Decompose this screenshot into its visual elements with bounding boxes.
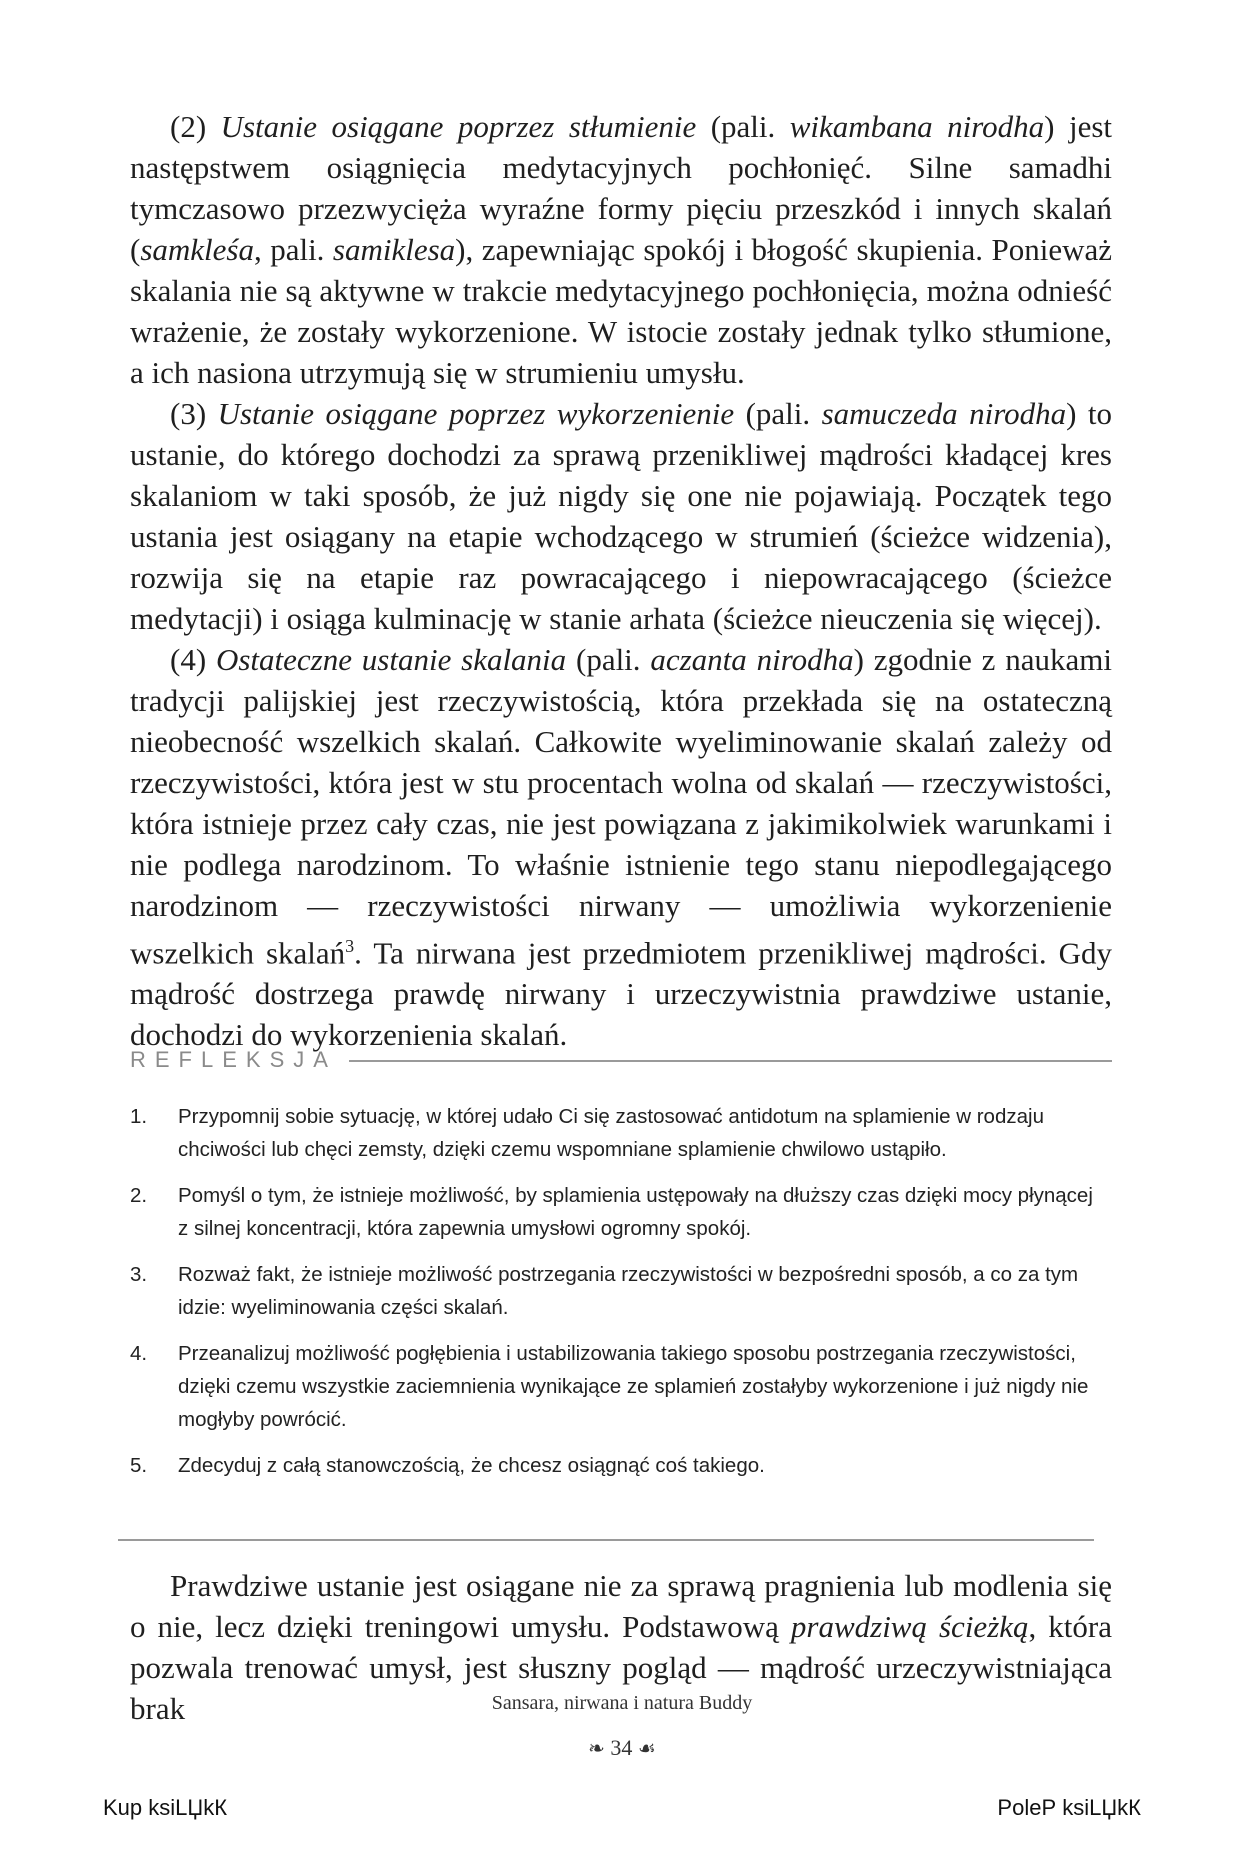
term: Ostateczne ustanie skalania: [215, 642, 567, 677]
footnote-marker: 3: [345, 936, 355, 956]
main-text: [130, 106, 1112, 1055]
buy-book-link[interactable]: Kup ksiLЏkК: [103, 1795, 228, 1820]
ornament-left-icon: ❧: [588, 1738, 605, 1760]
list-item: 1. Przypomnij sobie sytuację, w której udało Ci się zastosować antidotum na splamienie w rodzaju chciwości lub chęci zemsty, dzięki czemu wspomniane splamienie chwilowo ustąpiło.: [130, 1105, 1044, 1161]
paragraph-5: Prawdziwe ustanie jest osiągane nie za sprawą pragnienia lub modlenia się o nie, lecz dzięki treningowi umysłu. Podstawową prawdziwą ścieżką, która pozwala trenować umysł, jest słuszny pogląd — mądrość urzeczywistniająca brak: [130, 1568, 1112, 1726]
term: prawdziwą ścieżką: [790, 1609, 1029, 1644]
pali-term: wikambana nirodha: [789, 109, 1045, 144]
page-number: 34: [610, 1735, 633, 1760]
list-item: 5. Zdecyduj z całą stanowczością, że chcesz osiągnąć coś takiego.: [130, 1454, 765, 1477]
paragraph-3: (3) Ustanie osiągane poprzez wykorzenienie (pali. samuczeda nirodha) to ustanie, do którego dochodzi za sprawą przenikliwej mądrości kładącej kres skalaniom w taki sposób, że już nigdy się one nie pojawiają. Początek tego ustania jest osiągany na etapie wchodzącego w strumień (ścieżce widzenia), rozwija się na etapie raz powracającego i niepowracającego (ścieżce medytacji) i osiąga kulminację w stanie arhata (ścieżce nieuczenia się więcej).: [130, 396, 1112, 636]
list-item: 3. Rozważ fakt, że istnieje możliwość postrzegania rzeczywistości w bezpośredni sposób, a co za tym idzie: wyeliminowania części skalań.: [130, 1263, 1079, 1319]
reflection-header: [130, 1040, 1112, 1080]
reflection-rule: [349, 1060, 1112, 1062]
paragraph-2: (2) Ustanie osiągane poprzez stłumienie (pali. wikambana nirodha) jest następstwem osiągnięcia medytacyjnych pochłonięć. Silne samadhi tymczasowo przezwycięża wyraźne formy pięciu przeszkód i innych skalań (samkleśa, pali. samiklesa), zapewniając spokój i błogość skupienia. Ponieważ skalania nie są aktywne w trakcie medytacyjnego pochłonięcia, można odnieść wrażenie, że zostały wykorzenione. W istocie zostały jednak tylko stłumione, a ich nasiona utrzymują się w strumieniu umysłu.: [130, 109, 1113, 390]
list-item: 2. Pomyśl o tym, że istnieje możliwość, by splamienia ustępowały na dłuższy czas dzięki mocy płynącej z silnej koncentracji, która zapewnia umysłowi ogromny spokój.: [130, 1184, 1093, 1240]
running-title: Sansara, nirwana i natura Buddy: [491, 1692, 753, 1714]
sanskrit-term: samkleśa: [140, 232, 254, 267]
paragraph-4: (4) Ostateczne ustanie skalania (pali. aczanta nirodha) zgodnie z naukami tradycji palijskiej jest rzeczywistością, która przekłada się na ostateczną nieobecność wszelkich skalań. Całkowite wyeliminowanie skalań zależy od rzeczywistości, która jest w stu procentach wolna od skalań — rzeczywistości, która istnieje przez cały czas, nie jest powiązana z jakimikolwiek warunkami i nie podlega narodzinom. To właśnie istnienie tego stanu niepodlegającego narodzinom — rzeczywistości nirwany — umożliwia wykorzenienie wszelkich skalań$^3$. Ta nirwana jest przedmiotem przenikliwej mądrości. Gdy mądrość dostrzega prawdę nirwany i urzeczywistnia prawdziwe ustanie, dochodzi do wykorzenienia skalań.: [130, 642, 1113, 1053]
pali-term: samuczeda nirodha: [821, 396, 1067, 431]
reflection-title: REFLEKSJA: [130, 1047, 337, 1072]
list-item: 4. Przeanalizuj możliwość pogłębienia i ustabilizowania takiego sposobu postrzegania rzeczywistości, dzięki czemu wszystkie zaciemnienia wynikające ze splamień zostałyby wykorzenione i już nigdy nie mogłyby powrócić.: [130, 1342, 1089, 1431]
reflection-bottom-rule: [118, 1539, 1094, 1541]
pali-term: aczanta nirodha: [650, 642, 854, 677]
recommend-book-link[interactable]: PoleР ksiLЏkК: [997, 1795, 1141, 1820]
page-number-row: [0, 1735, 1244, 1761]
pali-term: samiklesa: [332, 232, 456, 267]
term: Ustanie osiągane poprzez wykorzenienie: [217, 396, 735, 431]
ornament-right-icon: ☙: [637, 1738, 656, 1760]
term: Ustanie osiągane poprzez stłumienie: [220, 109, 697, 144]
reflection-list: [130, 1100, 1112, 1495]
